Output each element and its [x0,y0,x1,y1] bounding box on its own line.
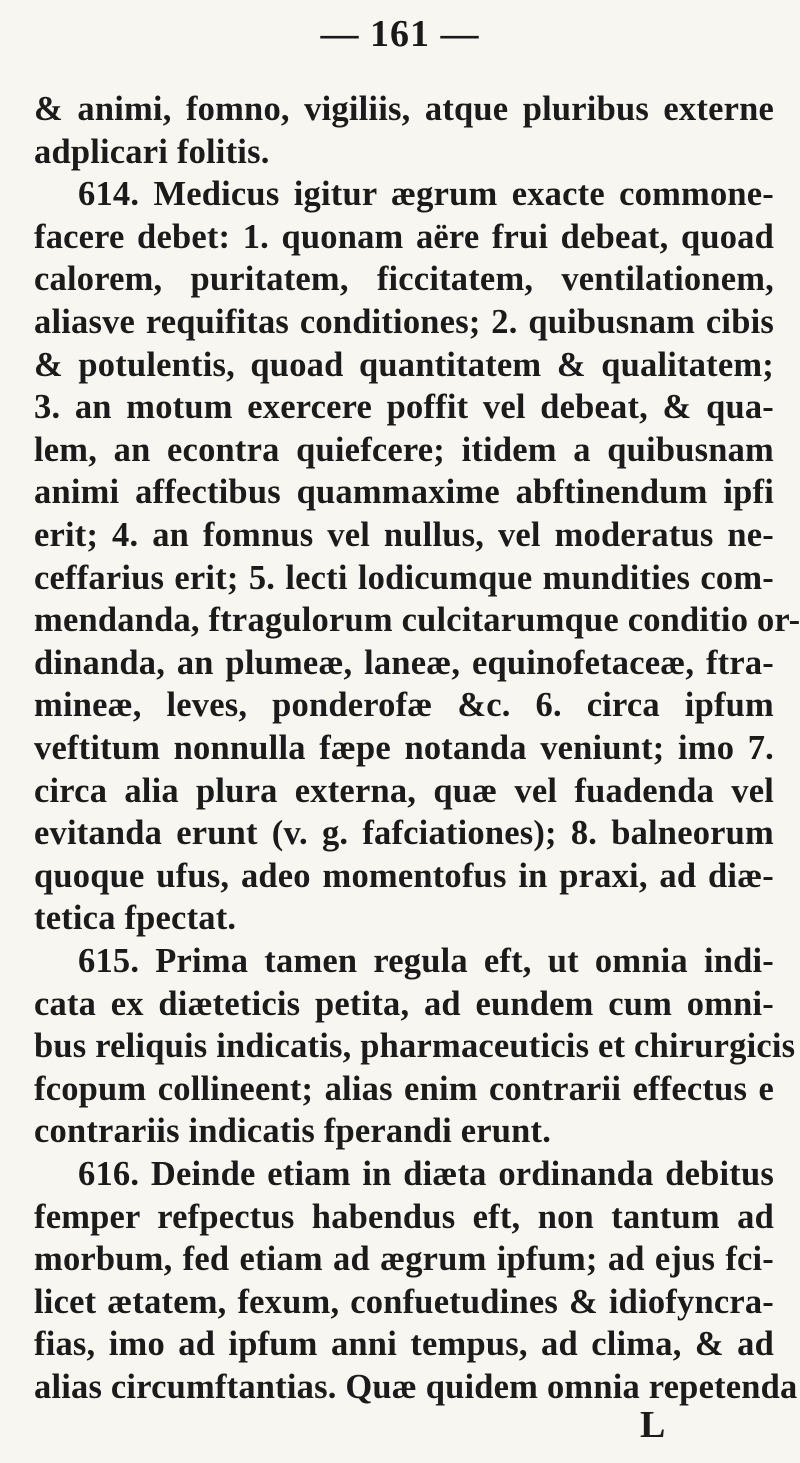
text-line: quoque ufus, adeo momentofus in praxi, ad diæ- [34,856,774,895]
paragraph-614-start: 614. Medicus igitur ægrum exacte commone- [78,175,774,214]
text-line: mendanda, ftragulorum culcitarumque conditio or- [34,601,800,640]
paragraph-615-start: 615. Prima tamen regula eft, ut omnia indi- [78,942,774,980]
text-line: dinanda, an plumeæ, laneæ, equinofetaceæ, ftra- [34,643,774,682]
text-line: licet ætatem, fexum, confuetudines & idiofyncra- [34,1282,774,1321]
text-line: lem, an econtra quiefcere; itidem a quibusnam [34,430,774,469]
text-line: & potulentis, quoad quantitatem & qualitatem; [34,345,774,384]
text-line: veftitum nonnulla fæpe notanda veniunt; imo 7. [34,729,774,767]
text-line: facere debet: 1. quonam aëre frui debeat, quoad [34,217,774,256]
text-line: ceffarius erit; 5. lecti lodicumque mundities com- [34,558,774,597]
text-line: erit; 4. an fomnus vel nullus, vel moderatus ne- [34,516,774,554]
text-line: tetica fpectat. [34,899,237,938]
text-line: calorem, puritatem, ficcitatem, ventilationem, [34,260,774,299]
text-line: mineæ, leves, ponderofæ &c. 6. circa ipfum [34,686,774,725]
text-line: aliasve requifitas conditiones; 2. quibusnam cibis [34,303,774,341]
text-line: evitanda erunt (v. g. fafciationes); 8. balneorum [34,814,774,853]
text-line: contrariis indicatis fperandi erunt. [34,1112,552,1151]
catchword: L [640,1403,666,1446]
text-line: bus reliquis indicatis, pharmaceuticis et chirurgicis [34,1027,796,1066]
text-line: fias, imo ad ipfum anni tempus, ad clima, & ad [34,1325,774,1364]
paragraph-616-start: 616. Deinde etiam in diæta ordinanda debitus [78,1155,774,1193]
text-line: circa alia plura externa, quæ vel fuadenda vel [34,771,774,810]
text-line: animi affectibus quammaxime abftinendum ipfi [34,473,774,512]
text-line: morbum, fed etiam ad ægrum ipfum; ad ejus fci- [34,1240,774,1279]
text-line: fcopum collineent; alias enim contrarii effectus e [34,1069,774,1108]
text-line: femper refpectus habendus eft, non tantum ad [34,1197,774,1236]
text-line: adplicari folitis. [34,132,270,171]
text-line: & animi, fomno, vigiliis, atque pluribus externe [34,90,774,128]
text-line: 3. an motum exercere poffit vel debeat, & qua- [34,388,774,427]
text-line: cata ex diæteticis petita, ad eundem cum omni- [34,984,774,1023]
page-number: — 161 — [320,13,480,55]
text-line: alias circumftantias. Quæ quidem omnia repetenda [34,1368,798,1406]
